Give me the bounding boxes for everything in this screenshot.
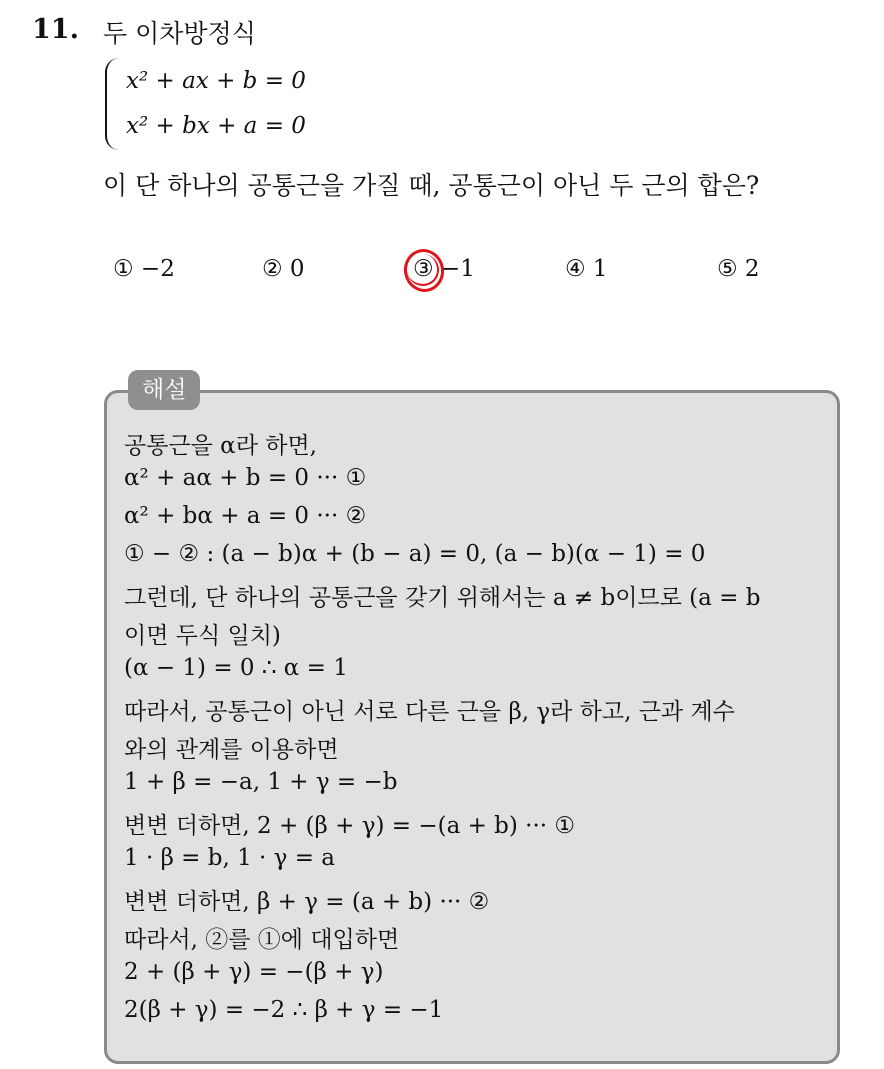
equation-2: x² + bx + a = 0 [126,113,306,139]
choice-1[interactable]: ① −2 [113,256,175,282]
solution-line-12: 1 · β = b, 1 · γ = a [124,845,336,871]
solution-line-10: 1 + β = −a, 1 + γ = −b [124,769,398,795]
solution-line-5: 그런데, 단 하나의 공통근을 갖기 위해서는 a ≠ b이므로 (a = b [124,585,761,611]
solution-line-7: (α − 1) = 0 ∴ α = 1 [124,655,348,681]
solution-line-8: 따라서, 공통근이 아닌 서로 다른 근을 β, γ라 하고, 근과 계수 [124,699,735,725]
choice-4[interactable]: ④ 1 [565,256,608,282]
solution-line-11: 변변 더하면, 2 + (β + γ) = −(a + b) ··· ① [124,813,576,839]
question-stem: 이 단 하나의 공통근을 가질 때, 공통근이 아닌 두 근의 합은? [103,171,760,200]
solution-tag: 해설 [128,370,200,410]
choice-5[interactable]: ⑤ 2 [717,256,760,282]
solution-line-6: 이면 두식 일치) [124,623,281,649]
solution-line-16: 2(β + γ) = −2 ∴ β + γ = −1 [124,997,444,1023]
solution-line-14: 따라서, ②를 ①에 대입하면 [124,927,400,953]
choice-3[interactable]: ③ −1 [413,256,475,282]
question-intro: 두 이차방정식 [103,19,256,48]
solution-line-13: 변변 더하면, β + γ = (a + b) ··· ② [124,889,490,915]
solution-line-9: 와의 관계를 이용하면 [124,737,339,763]
solution-line-4: ① − ② : (a − b)α + (b − a) = 0, (a − b)(α − 1) = 0 [124,541,706,567]
solution-line-1: 공통근을 α라 하면, [124,433,317,459]
solution-line-2: α² + aα + b = 0 ··· ① [124,465,367,491]
solution-line-15: 2 + (β + γ) = −(β + γ) [124,959,384,985]
answer-circle-mark-stroke [407,254,439,286]
choice-2[interactable]: ② 0 [262,256,305,282]
system-brace [105,58,121,150]
equation-1: x² + ax + b = 0 [126,68,306,94]
question-number: 11. [32,14,79,45]
solution-line-3: α² + bα + a = 0 ··· ② [124,503,367,529]
